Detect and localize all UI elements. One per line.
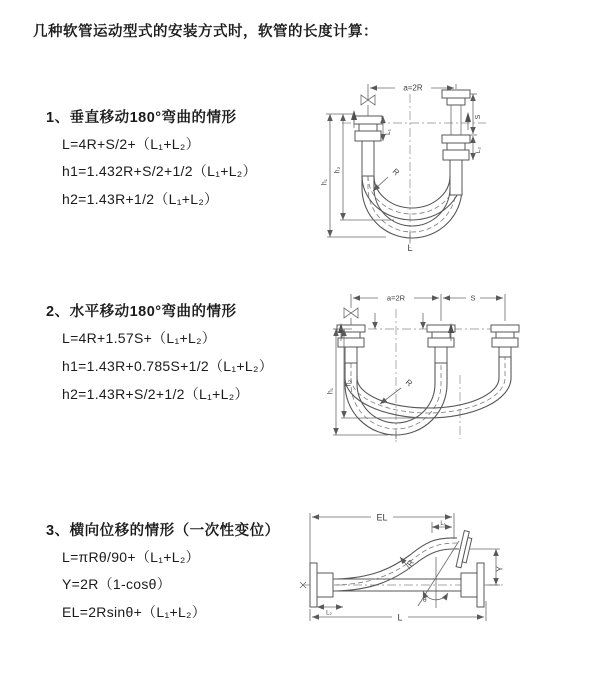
dim-s [443, 292, 503, 303]
section-2-formula-L: L=4R+1.57S+（L₁+L₂） [62, 330, 217, 346]
right-flange-original [461, 563, 484, 607]
dim-label-h1: h₁ [321, 178, 329, 186]
valve-icon [344, 308, 358, 325]
dim-label-r: R [405, 558, 416, 569]
dim-label-l: L [407, 243, 413, 253]
dim-label-l1: L₁ [385, 129, 392, 135]
radius-callout [380, 378, 414, 404]
dim-label-s: S [470, 293, 476, 303]
diagram-lateral-displacement [296, 505, 598, 645]
dim-label-l2: L₂ [326, 610, 332, 617]
dim-label-el: EL [376, 512, 388, 523]
dim-label-a2r: a=2R [386, 293, 406, 303]
dim-l1 [432, 521, 452, 533]
right-fitting-original [442, 135, 470, 195]
dim-label-h2: h₂ [345, 379, 353, 387]
hose-s-curve-displaced [334, 538, 459, 591]
section-3-formula-EL: EL=2Rsinθ+（L₁+L₂） [62, 604, 207, 620]
dim-label-h1: h₁ [327, 387, 335, 395]
hose-u-bend [362, 176, 462, 238]
dim-l1 [383, 116, 392, 141]
section-2-heading: 2、水平移动180°弯曲的情形 [46, 304, 237, 320]
section-1-formula-h2: h2=1.43R+1/2（L₁+L₂） [62, 191, 219, 207]
section-2-formula-h2: h2=1.43R+S/2+1/2（L₁+L₂） [62, 386, 249, 402]
dim-label-r: R [403, 377, 414, 389]
dim-label-a2r: a=2R [403, 83, 423, 93]
section-1-formula-L: L=4R+S/2+（L₁+L₂） [62, 136, 200, 152]
angle-label-theta: θ [423, 597, 427, 604]
upper-flange-displaced [456, 531, 473, 569]
dim-el [310, 510, 454, 563]
dim-a-2r [351, 292, 505, 321]
dim-label-y: Y [495, 566, 505, 572]
dim-label-l1: L₁ [440, 521, 446, 527]
dim-s [470, 94, 482, 135]
diagram-vertical-180-bend [310, 70, 598, 258]
section-3-formula-L: L=πRθ/90+（L₁+L₂） [62, 549, 200, 565]
length-callout [407, 232, 412, 253]
page-title: 几种软管运动型式的安装方式时，软管的长度计算： [33, 24, 378, 40]
right-fitting-moved [442, 90, 470, 135]
section-3-heading: 3、横向位移的情形（一次性变位） [46, 523, 280, 539]
dim-label-l: L [397, 612, 403, 623]
section-1-formula-h1: h1=1.432R+S/2+1/2（L₁+L₂） [62, 163, 257, 179]
dim-l2 [317, 607, 343, 617]
dim-label-r: R [390, 166, 401, 178]
left-flange [310, 563, 333, 607]
dim-label-l2: L₂ [475, 146, 482, 154]
dim-label-s: S [475, 114, 482, 120]
diagram-horizontal-180-bend [308, 283, 598, 463]
hose-u-moved [345, 357, 511, 418]
dim-l2 [473, 136, 482, 160]
radius-callout [373, 167, 401, 191]
dim-l [310, 601, 486, 623]
section-1-heading: 1、垂直移动180°弯曲的情形 [46, 110, 237, 126]
section-2-formula-h1: h1=1.43R+0.785S+1/2（L₁+L₂） [62, 358, 273, 374]
section-3-formula-Y: Y=2R（1-cosθ） [62, 576, 172, 592]
right-fitting-moved [491, 325, 519, 357]
arc-bottom-tick [392, 431, 400, 439]
radius-callout [400, 557, 416, 569]
left-fitting [354, 116, 382, 176]
dim-label-h2: h₂ [334, 166, 342, 174]
